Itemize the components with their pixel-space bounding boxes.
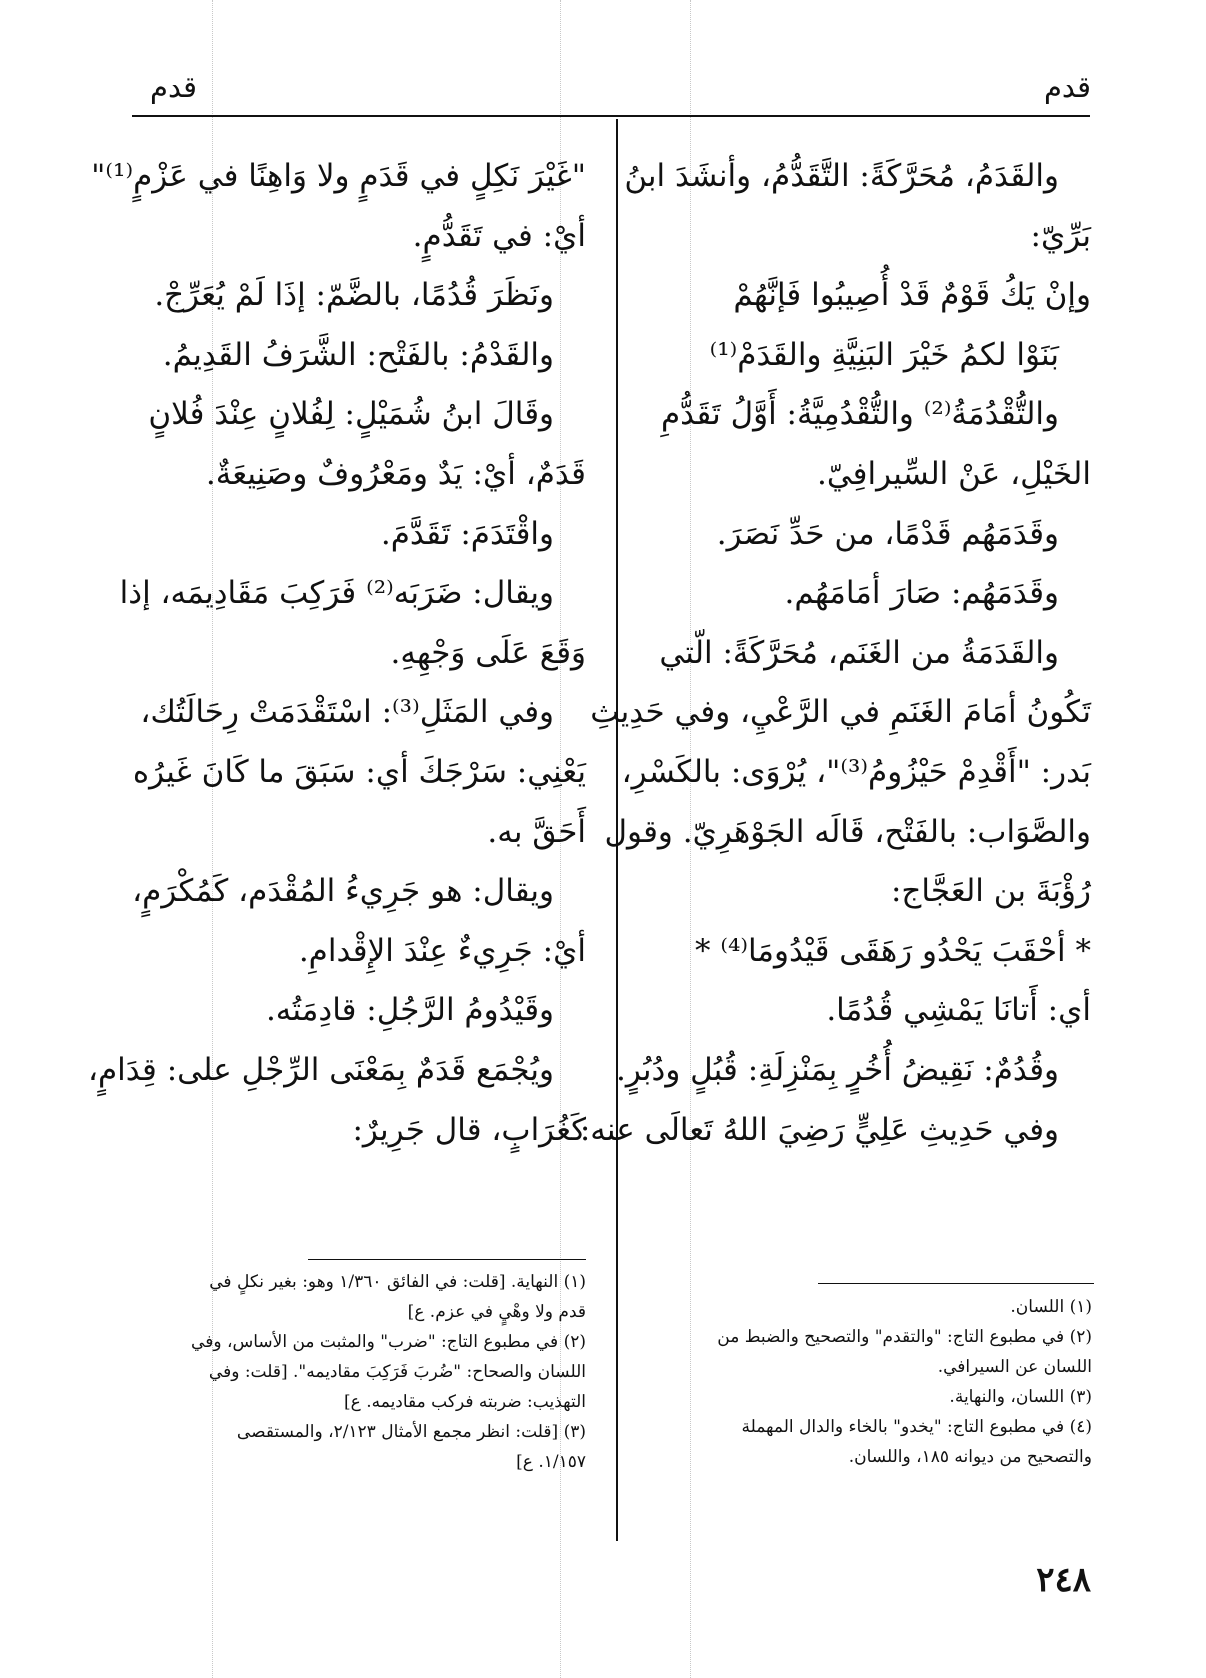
text-line: أيْ: جَرِيءٌ عِنْدَ الإِقْدامِ. bbox=[298, 932, 586, 969]
left-column bbox=[87, 147, 586, 1160]
footnote-line: قدم ولا وهْيٍ في عزم. ع] bbox=[407, 1302, 586, 1322]
footnote-rule-right bbox=[818, 1283, 1094, 1284]
footnote-rule-left bbox=[308, 1259, 586, 1260]
text-line: ويقال: هو جَرِيءُ المُقْدَم، كَمُكْرَمٍ، bbox=[132, 873, 554, 910]
text-line: وإنْ يَكُ قَوْمٌ قَدْ أُصِيبُوا فَإنَّهُمْ bbox=[733, 277, 1091, 314]
text-line: تَكُونُ أمَامَ الغَنَمِ في الرَّعْيِ، وفي حَدِيثِ bbox=[590, 694, 1091, 731]
text-line: أَحَقَّ به. bbox=[487, 813, 586, 850]
footnote-line: (٣) اللسان، والنهاية. bbox=[949, 1387, 1092, 1407]
text-line: ونَظَرَ قُدُمًا، بالضَّمّ: إذَا لَمْ يُعَرِّجْ. bbox=[154, 277, 554, 314]
text-line: واقْتَدَمَ: تَقَدَّمَ. bbox=[380, 515, 554, 552]
footnote-line: اللسان عن السيرافي. bbox=[937, 1357, 1092, 1377]
text-line: وقَدَمَهُم قَدْمًا، من حَدِّ نَصَرَ. bbox=[716, 515, 1059, 552]
text-line: بَنَوْا لكمُ خَيْرَ البَنِيَّةِ والقَدَمْ⁽¹⁾ bbox=[709, 336, 1059, 373]
header-left-word: قدم bbox=[150, 70, 198, 104]
page-number: ٢٤٨ bbox=[1036, 1560, 1091, 1600]
text-line: قَدَمٌ، أيْ: يَدٌ ومَعْرُوفٌ وصَنِيعَةٌ. bbox=[205, 455, 586, 492]
footnote-line: (٢) في مطبوع التاج: "والتقدم" والتصحيح والضبط من bbox=[717, 1327, 1092, 1347]
text-line: والتُّقْدُمَةُ⁽²⁾ والتُّقْدُمِيَّةُ: أَوَّلُ تَقَدُّمِ bbox=[660, 396, 1059, 433]
text-line: ويقال: ضَرَبَه⁽²⁾ فَرَكِبَ مَقَادِيمَه، إذا bbox=[119, 575, 554, 612]
text-line: يَعْنِي: سَرْجَكَ أي: سَبَقَ ما كَانَ غَيرُه bbox=[132, 753, 586, 790]
text-line: وقُدُمٌ: نَقِيضُ أُخُرٍ بِمَنْزِلَةِ: قُبُلٍ ودُبُرٍ. bbox=[615, 1051, 1059, 1088]
text-line: رُؤْبَةَ بن العَجَّاج: bbox=[890, 873, 1091, 910]
text-line: وقَيْدُومُ الرَّجُلِ: قادِمَتُه. bbox=[265, 992, 554, 1029]
footnote-line: (٢) في مطبوع التاج: "ضرب" والمثبت من الأساس، وفي bbox=[191, 1332, 586, 1352]
text-line: الخَيْلِ، عَنْ السِّيرافِيّ. bbox=[816, 455, 1091, 492]
footnote-line: ١/١٥٧. ع] bbox=[516, 1452, 586, 1472]
text-line: والقَدَمُ، مُحَرَّكَةً: التَّقَدُّمُ، وأنشَدَ ابنُ bbox=[624, 158, 1059, 194]
header-rule bbox=[132, 115, 1090, 117]
footnote-line: (١) اللسان. bbox=[1010, 1297, 1092, 1317]
header-right-word: قدم bbox=[1043, 70, 1091, 104]
text-line: وفي المَثَلِ⁽³⁾: اسْتَقْدَمَتْ رِحَالَتُك، bbox=[140, 694, 554, 731]
text-line: وقَدَمَهُم: صَارَ أمَامَهُم. bbox=[784, 575, 1059, 612]
footnotes-left bbox=[136, 1267, 586, 1477]
text-line: كَغُرَابٍ، قال جَرِيرٌ: bbox=[352, 1111, 586, 1148]
text-line: والقَدْمُ: بالفَتْح: الشَّرَفُ القَدِيمُ. bbox=[162, 336, 554, 373]
footnotes-right bbox=[648, 1292, 1092, 1472]
text-line: ويُجْمَع قَدَمٌ بِمَعْنَى الرِّجْلِ على: قِدَامٍ، bbox=[87, 1051, 554, 1088]
text-line: وفي حَدِيثِ عَلِيٍّ رَضِيَ اللهُ تَعالَى عنه: bbox=[579, 1111, 1059, 1148]
text-line: أي: أَتانَا يَمْشِي قُدُمًا. bbox=[826, 992, 1091, 1029]
footnote-line: التهذيب: ضربته فركب مقاديمه. ع] bbox=[344, 1392, 586, 1412]
footnote-line: (٣) [قلت: انظر مجمع الأمثال ٢/١٢٣، والمستقصى bbox=[236, 1422, 586, 1442]
text-line: * أحْقَبَ يَحْدُو رَهَقَى قَيْدُومَا⁽⁴⁾ * bbox=[694, 932, 1091, 969]
text-line: وقَالَ ابنُ شُمَيْلٍ: لِفُلانٍ عِنْدَ فُلانٍ bbox=[148, 396, 554, 433]
right-column bbox=[579, 147, 1091, 1160]
footnote-line: اللسان والصحاح: "ضُربَ فَرَكِبَ مقاديمه". [قلت: وفي bbox=[208, 1362, 586, 1382]
text-line: أيْ: في تَقَدُّمٍ. bbox=[412, 217, 586, 254]
footnote-line: والتصحيح من ديوانه ١٨٥، واللسان. bbox=[848, 1447, 1092, 1467]
text-line: والقَدَمَةُ من الغَنَم، مُحَرَّكَةً: الّتي bbox=[659, 634, 1059, 671]
footnote-line: (٤) في مطبوع التاج: "يخدو" بالخاء والدال المهملة bbox=[741, 1417, 1092, 1437]
text-line: بَدر: "أَقْدِمْ حَيْزُومُ⁽³⁾"، يُرْوَى: بالكَسْرِ، bbox=[621, 753, 1091, 790]
text-line: وَقَعَ عَلَى وَجْهِهِ. bbox=[390, 634, 586, 671]
text-line: بَرِّيّ: bbox=[1030, 217, 1091, 254]
text-line: "غَيْرَ نَكِلٍ في قَدَمٍ ولا وَاهِنًا في عَزْمٍ⁽¹⁾" bbox=[91, 158, 586, 194]
text-line: والصَّوَاب: بالفَتْح، قَالَه الجَوْهَرِيّ. وقول bbox=[604, 813, 1091, 850]
footnote-line: (١) النهاية. [قلت: في الفائق ١/٣٦٠ وهو: بغير نكلٍ في bbox=[209, 1272, 586, 1292]
